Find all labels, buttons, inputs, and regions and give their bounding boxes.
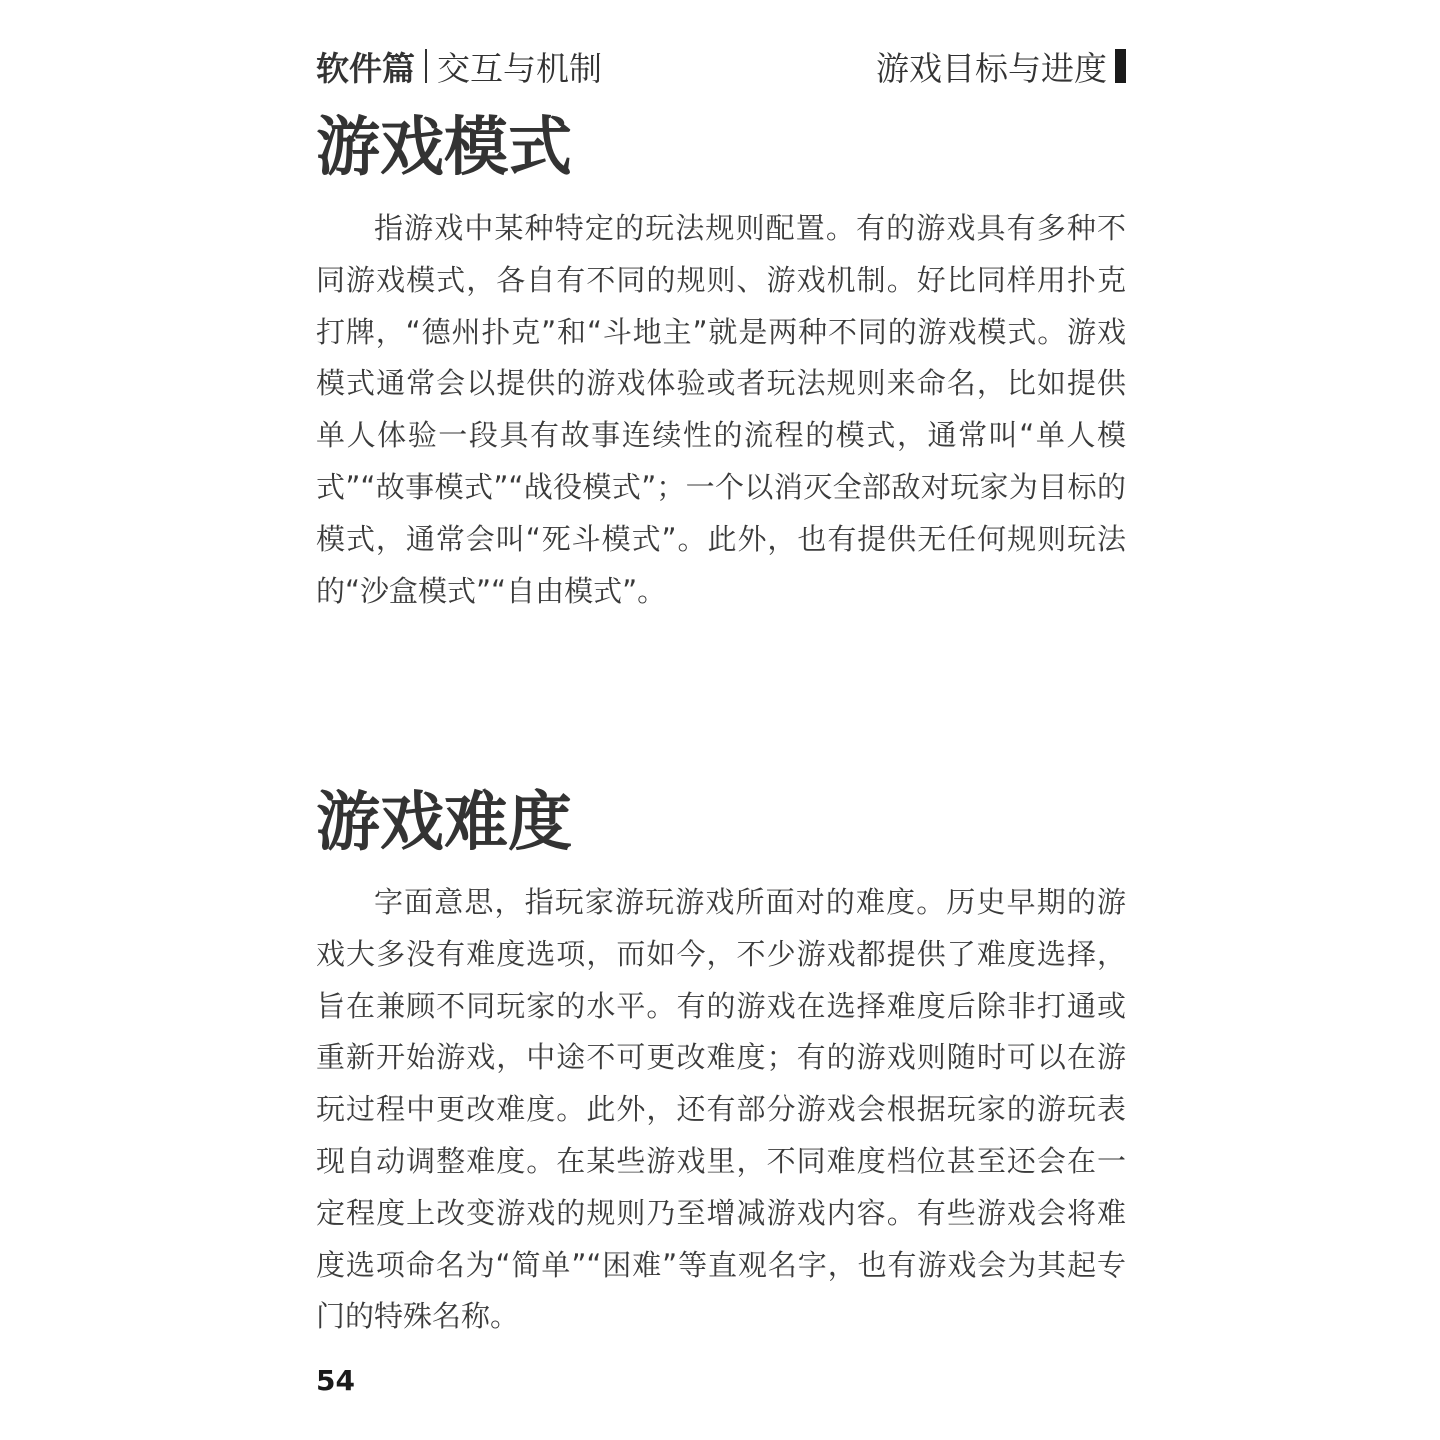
running-header [316, 40, 1126, 92]
section-body-game-mode: 指游戏中某种特定的玩法规则配置。有的游戏具有多种不同游戏模式，各自有不同的规则、游戏机制。好比同样用扑克打牌，“德州扑克”和“斗地主”就是两种不同的游戏模式。游戏模式通常会以提供的游戏体验或者玩法规则来命名，比如提供单人体验一段具有故事连续性的流程的模式，通常叫“单人模式”“故事模式”“战役模式”；一个以消灭全部敌对玩家为目标的模式，通常会叫“死斗模式”。此外，也有提供无任何规则玩法的“沙盒模式”“自由模式”。 [316, 211, 1126, 608]
header-chapter-label: 交互与机制 [437, 48, 602, 88]
header-left [316, 43, 602, 90]
section-title-game-difficulty: 游戏难度 [316, 786, 572, 860]
header-right [876, 43, 1126, 90]
header-section-label: 游戏目标与进度 [876, 48, 1107, 88]
header-marker-bar [1115, 49, 1126, 83]
header-part-label: 软件篇 [316, 48, 415, 88]
section-title-game-mode: 游戏模式 [316, 111, 572, 185]
page-number: 54 [316, 1364, 355, 1397]
section-body-game-difficulty: 字面意思，指玩家游玩游戏所面对的难度。历史早期的游戏大多没有难度选项，而如今，不少游戏都提供了难度选择，旨在兼顾不同玩家的水平。有的游戏在选择难度后除非打通或重新开始游戏，中途不可更改难度；有的游戏则随时可以在游玩过程中更改难度。此外，还有部分游戏会根据玩家的游玩表现自动调整难度。在某些游戏里，不同难度档位甚至还会在一定程度上改变游戏的规则乃至增减游戏内容。有些游戏会将难度选项命名为“简单”“困难”等直观名字，也有游戏会为其起专门的特殊名称。 [316, 885, 1126, 1334]
header-divider [425, 49, 427, 83]
